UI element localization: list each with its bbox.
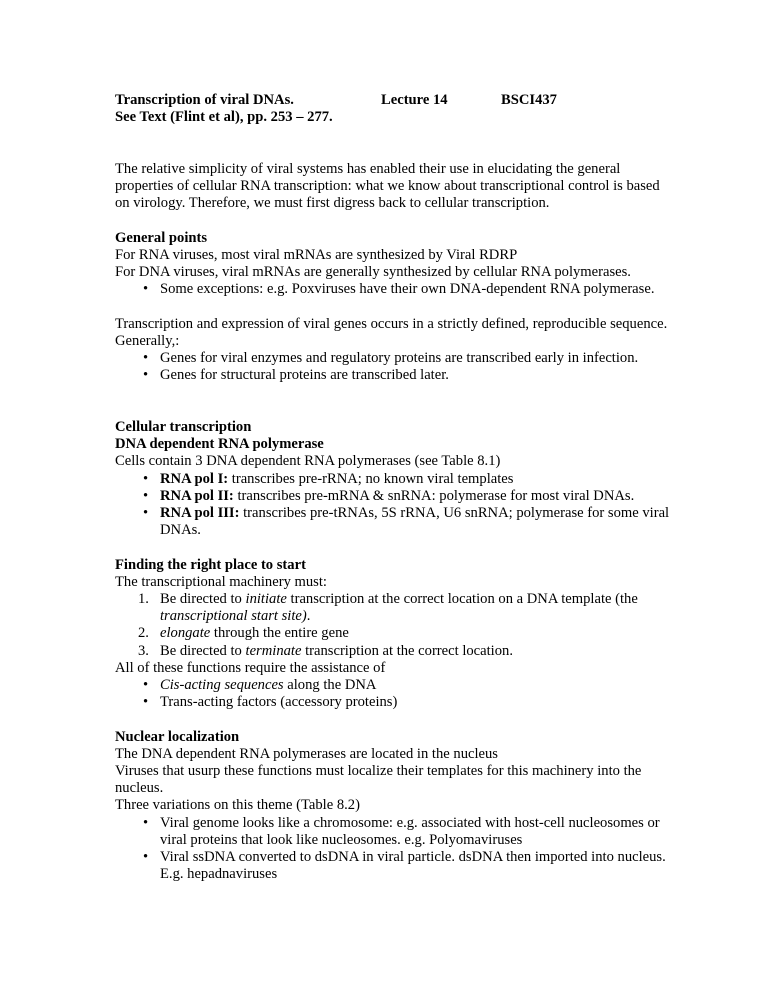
item-number: 1.: [138, 591, 149, 608]
pol3-label: RNA pol III:: [160, 505, 240, 522]
polymerase-intro: Cells contain 3 DNA dependent RNA polymerases (see Table 8.1): [115, 453, 501, 470]
start-site-intro: The transcriptional machinery must:: [115, 573, 327, 590]
polymerase-list: [115, 471, 675, 540]
item-emphasis: elongate: [160, 625, 211, 642]
item-text: Be directed to: [160, 591, 246, 608]
general-points-section: [115, 230, 675, 299]
list-item: • Some exceptions: e.g. Poxviruses have their own DNA-dependent RNA polymerase.: [115, 281, 675, 298]
item-emphasis: Cis-acting sequences: [160, 677, 284, 694]
pol1-label: RNA pol I:: [160, 470, 229, 487]
header: [115, 92, 675, 126]
start-site-line-2: All of these functions require the assistance of: [115, 659, 386, 676]
list-item: [115, 488, 675, 505]
list-item: [115, 643, 675, 660]
intro-paragraph: The relative simplicity of viral systems has enabled their use in elucidating the general properties of cellular RNA transcription: what we know about transcriptional control is based on virology. Therefore, we must first digress back to cellular transcription.: [115, 161, 660, 212]
nuclear-localization-section: [115, 729, 675, 884]
start-site-numbered-list: [115, 591, 675, 660]
item-number: 3.: [138, 642, 149, 659]
general-points-list: [115, 281, 675, 298]
list-item: • Genes for viral enzymes and regulatory proteins are transcribed early in infection.: [115, 350, 675, 367]
lecture-number: Lecture 14: [381, 92, 448, 108]
list-item: • Viral ssDNA converted to dsDNA in viral particle. dsDNA then imported into nucleus. E.g. hepadnaviruses: [115, 849, 675, 883]
item-emphasis: initiate: [245, 591, 287, 608]
general-points-line-2: For DNA viruses, viral mRNAs are generally synthesized by cellular RNA polymerases.: [115, 264, 631, 281]
nuclear-line-2: Viruses that usurp these functions must localize their templates for this machinery into the nucleus.: [115, 763, 642, 797]
start-site-section: [115, 557, 675, 712]
list-item: [115, 591, 675, 625]
item-emphasis: terminate: [245, 642, 302, 659]
general-points-line-1: For RNA viruses, most viral mRNAs are synthesized by Viral RDRP: [115, 247, 518, 263]
lecture-title: Transcription of viral DNAs.: [115, 92, 294, 108]
item-number: 2.: [138, 625, 149, 642]
item-emphasis: transcriptional start site): [160, 608, 307, 625]
cellular-transcription-heading: Cellular transcription: [115, 419, 252, 435]
nuclear-line-3: Three variations on this theme (Table 8.2): [115, 797, 360, 814]
start-site-bullet-list: [115, 677, 675, 711]
list-item: • Genes for structural proteins are transcribed later.: [115, 367, 675, 384]
list-item: [115, 625, 675, 642]
nuclear-line-1: The DNA dependent RNA polymerases are located in the nucleus: [115, 745, 498, 762]
text-reference: See Text (Flint et al), pp. 253 – 277.: [115, 109, 333, 126]
general-points-heading: General points: [115, 229, 208, 246]
list-item: • Trans-acting factors (accessory proteins): [115, 694, 675, 711]
nuclear-list: [115, 815, 675, 884]
item-text: Be directed to: [160, 642, 246, 659]
list-item: [115, 471, 675, 488]
pol2-label: RNA pol II:: [160, 487, 234, 504]
item-text: .: [306, 608, 311, 625]
item-text: transcription at the correct location.: [301, 642, 513, 659]
sequence-list: [115, 350, 675, 384]
pol2-text: transcribes pre-mRNA & snRNA: polymerase for most viral DNAs.: [233, 487, 635, 504]
sequence-section: [115, 316, 675, 385]
document-body: [115, 161, 675, 883]
cellular-transcription-section: [115, 419, 675, 539]
list-item: [115, 505, 675, 539]
spacer: [115, 385, 675, 419]
item-text: transcription at the correct location on a DNA template (the: [286, 591, 638, 608]
nuclear-localization-heading: Nuclear localization: [115, 728, 240, 745]
list-item: [115, 677, 675, 694]
header-row-2: [115, 109, 675, 126]
start-site-heading: Finding the right place to start: [115, 556, 306, 573]
pol1-text: transcribes pre-rRNA; no known viral templates: [228, 470, 514, 487]
item-text: through the entire gene: [210, 625, 349, 642]
list-item: • Viral genome looks like a chromosome: e.g. associated with host-cell nucleosomes or viral proteins that look like nucleosomes. e.g. Polyomaviruses: [115, 815, 675, 849]
rna-polymerase-heading: DNA dependent RNA polymerase: [115, 436, 324, 453]
item-text: along the DNA: [283, 677, 377, 694]
pol3-text: transcribes pre-tRNAs, 5S rRNA, U6 snRNA; polymerase for some viral DNAs.: [160, 505, 670, 539]
course-code: BSCI437: [501, 92, 557, 108]
header-row-1: [115, 92, 675, 109]
sequence-paragraph: Transcription and expression of viral genes occurs in a strictly defined, reproducible sequence. Generally,:: [115, 315, 668, 349]
